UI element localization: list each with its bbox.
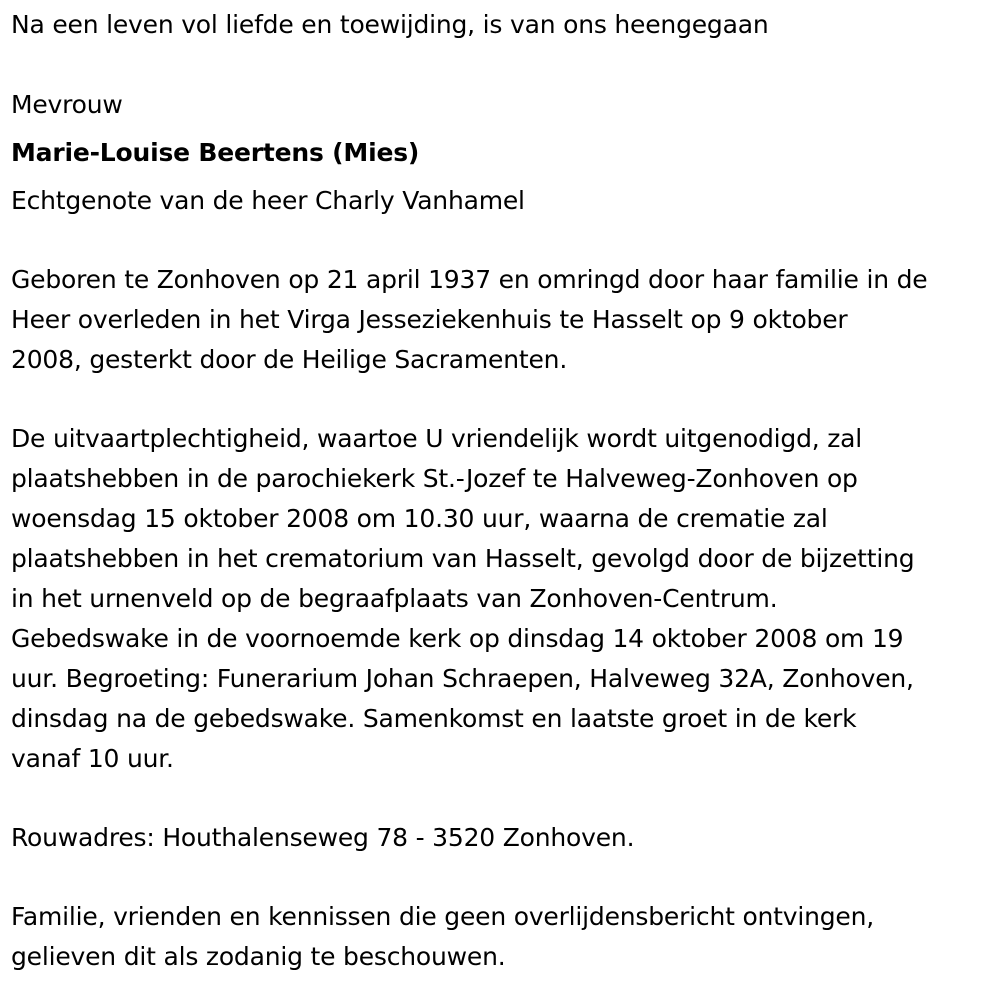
paragraph-line: dinsdag na de gebedswake. Samenkomst en laatste groet in de kerk bbox=[11, 704, 857, 733]
paragraph-line: woensdag 15 oktober 2008 om 10.30 uur, waarna de crematie zal bbox=[11, 504, 828, 533]
paragraph-line: plaatshebben in de parochiekerk St.-Jozef te Halveweg-Zonhoven op bbox=[11, 464, 858, 493]
mourning-address: Rouwadres: Houthalenseweg 78 - 3520 Zonhoven. bbox=[11, 823, 635, 852]
paragraph-line: Geboren te Zonhoven op 21 april 1937 en omringd door haar familie in de bbox=[11, 265, 928, 294]
paragraph-line: Heer overleden in het Virga Jesseziekenhuis te Hasselt op 9 oktober bbox=[11, 305, 848, 334]
paragraph-line: uur. Begroeting: Funerarium Johan Schraepen, Halveweg 32A, Zonhoven, bbox=[11, 664, 914, 693]
closing-paragraph bbox=[11, 897, 1000, 977]
paragraph-line: gelieven dit als zodanig te beschouwen. bbox=[11, 942, 506, 971]
paragraph-line: 2008, gesterkt door de Heilige Sacramenten. bbox=[11, 345, 568, 374]
paragraph-line: in het urnenveld op de begraafplaats van Zonhoven-Centrum. bbox=[11, 584, 778, 613]
intro-line: Na een leven vol liefde en toewijding, is van ons heengegaan bbox=[11, 10, 769, 39]
deceased-name: Marie-Louise Beertens (Mies) bbox=[11, 138, 420, 167]
birth-death-paragraph bbox=[11, 260, 1000, 380]
spacer bbox=[11, 221, 1000, 260]
ceremony-paragraph bbox=[11, 419, 1000, 779]
spouse-line: Echtgenote van de heer Charly Vanhamel bbox=[11, 186, 525, 215]
salutation: Mevrouw bbox=[11, 90, 123, 119]
spacer bbox=[11, 779, 1000, 818]
spacer bbox=[11, 45, 1000, 85]
paragraph-line: vanaf 10 uur. bbox=[11, 744, 174, 773]
spacer bbox=[11, 858, 1000, 897]
paragraph-line: De uitvaartplechtigheid, waartoe U vriendelijk wordt uitgenodigd, zal bbox=[11, 424, 863, 453]
paragraph-line: Gebedswake in de voornoemde kerk op dinsdag 14 oktober 2008 om 19 bbox=[11, 624, 904, 653]
spacer bbox=[11, 380, 1000, 419]
paragraph-line: Familie, vrienden en kennissen die geen overlijdensbericht ontvingen, bbox=[11, 902, 875, 931]
paragraph-line: plaatshebben in het crematorium van Hasselt, gevolgd door de bijzetting bbox=[11, 544, 915, 573]
